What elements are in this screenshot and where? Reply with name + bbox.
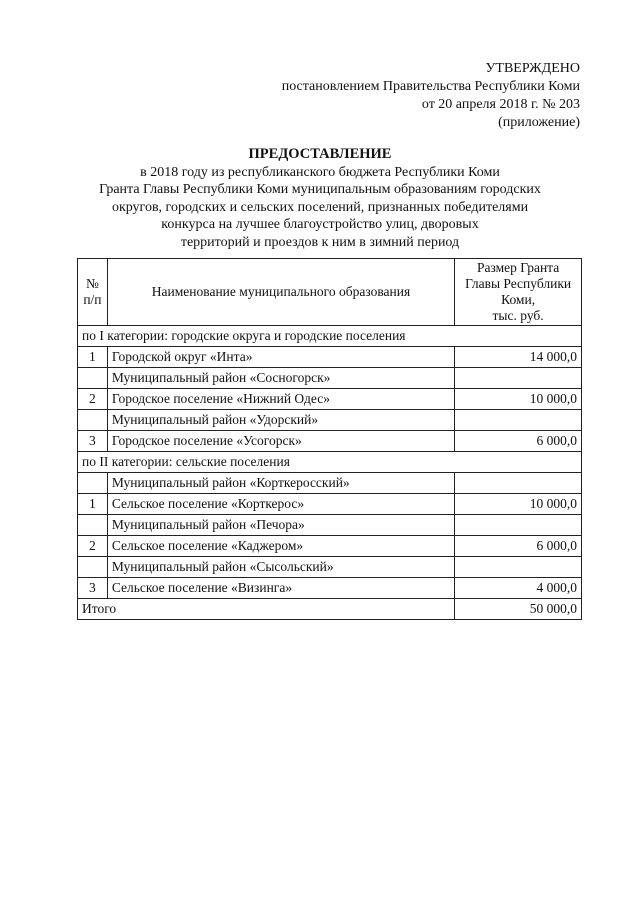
table-row xyxy=(78,473,582,494)
row-number: 3 xyxy=(78,578,108,599)
row-amount: 4 000,0 xyxy=(455,578,582,599)
table-row xyxy=(78,578,582,599)
title-line-4: конкурса на лучшее благоустройство улиц, дворовых xyxy=(161,217,479,232)
header-amount-line-3: Коми, xyxy=(501,292,536,307)
table-row xyxy=(78,368,582,389)
header-amount xyxy=(455,259,582,326)
row-name: Городское поселение «Усогорск» xyxy=(107,431,454,452)
table-row xyxy=(78,536,582,557)
total-label: Итого xyxy=(78,599,455,620)
grants-table xyxy=(77,258,582,620)
row-name: Муниципальный район «Удорский» xyxy=(107,410,454,431)
approval-date: от 20 апреля 2018 г. № 203 xyxy=(421,97,580,112)
category-row xyxy=(78,326,582,347)
category-1-label: по I категории: городские округа и городские поселения xyxy=(78,326,582,347)
row-number xyxy=(78,410,108,431)
row-name: Муниципальный район «Печора» xyxy=(107,515,454,536)
title-line-3: округов, городских и сельских поселений, признанных победителями xyxy=(111,199,529,215)
header-amount-line-2: Главы Республики xyxy=(465,276,572,291)
row-amount: 10 000,0 xyxy=(455,494,582,515)
row-number xyxy=(78,473,108,494)
row-amount xyxy=(455,368,582,389)
category-row xyxy=(78,452,582,473)
approval-decree: постановлением Правительства Республики Коми xyxy=(281,79,580,94)
header-amount-line-1: Размер Гранта xyxy=(476,260,560,275)
row-name: Муниципальный район «Сосногорск» xyxy=(107,368,454,389)
approval-stamp xyxy=(282,60,580,132)
table-row xyxy=(78,494,582,515)
table-row xyxy=(78,515,582,536)
row-name: Городское поселение «Нижний Одес» xyxy=(107,389,454,410)
row-number: 2 xyxy=(78,389,108,410)
row-amount: 10 000,0 xyxy=(455,389,582,410)
document-heading: ПРЕДОСТАВЛЕНИЕ xyxy=(248,146,392,162)
table-header-row xyxy=(78,259,582,326)
row-amount: 6 000,0 xyxy=(455,536,582,557)
table-row xyxy=(78,557,582,578)
row-amount: 14 000,0 xyxy=(455,347,582,368)
approval-note: (приложение) xyxy=(498,115,580,130)
row-name: Городской округ «Инта» xyxy=(107,347,454,368)
document-title xyxy=(0,146,640,251)
header-number-abbr: п/п xyxy=(83,292,102,307)
row-name: Сельское поселение «Каджером» xyxy=(107,536,454,557)
row-amount xyxy=(455,473,582,494)
category-1-rows xyxy=(78,347,582,452)
category-2-label: по II категории: сельские поселения xyxy=(78,452,582,473)
row-amount xyxy=(455,515,582,536)
header-name: Наименование муниципального образования xyxy=(107,259,454,326)
table-row xyxy=(78,347,582,368)
row-amount xyxy=(455,410,582,431)
row-number: 1 xyxy=(78,347,108,368)
row-name: Сельское поселение «Корткерос» xyxy=(107,494,454,515)
approval-title: УТВЕРЖДЕНО xyxy=(485,61,580,76)
row-number xyxy=(78,557,108,578)
total-amount: 50 000,0 xyxy=(455,599,582,620)
title-line-2: Гранта Главы Республики Коми муниципальным образованиям городских xyxy=(99,182,541,197)
row-name: Муниципальный район «Корткеросский» xyxy=(107,473,454,494)
row-number xyxy=(78,368,108,389)
row-name: Муниципальный район «Сысольский» xyxy=(107,557,454,578)
row-amount: 6 000,0 xyxy=(455,431,582,452)
title-line-1: в 2018 году из республиканского бюджета Республики Коми xyxy=(140,164,500,180)
row-amount xyxy=(455,557,582,578)
table-row xyxy=(78,389,582,410)
total-row xyxy=(78,599,582,620)
table-row xyxy=(78,431,582,452)
row-number: 2 xyxy=(78,536,108,557)
row-number: 1 xyxy=(78,494,108,515)
title-line-5: территорий и проездов к ним в зимний период xyxy=(180,234,460,250)
row-number xyxy=(78,515,108,536)
category-2-rows xyxy=(78,473,582,599)
table-row xyxy=(78,410,582,431)
header-number-sign: № xyxy=(85,276,99,291)
header-number xyxy=(78,259,108,326)
header-amount-line-4: тыс. руб. xyxy=(492,308,544,323)
row-number: 3 xyxy=(78,431,108,452)
row-name: Сельское поселение «Визинга» xyxy=(107,578,454,599)
